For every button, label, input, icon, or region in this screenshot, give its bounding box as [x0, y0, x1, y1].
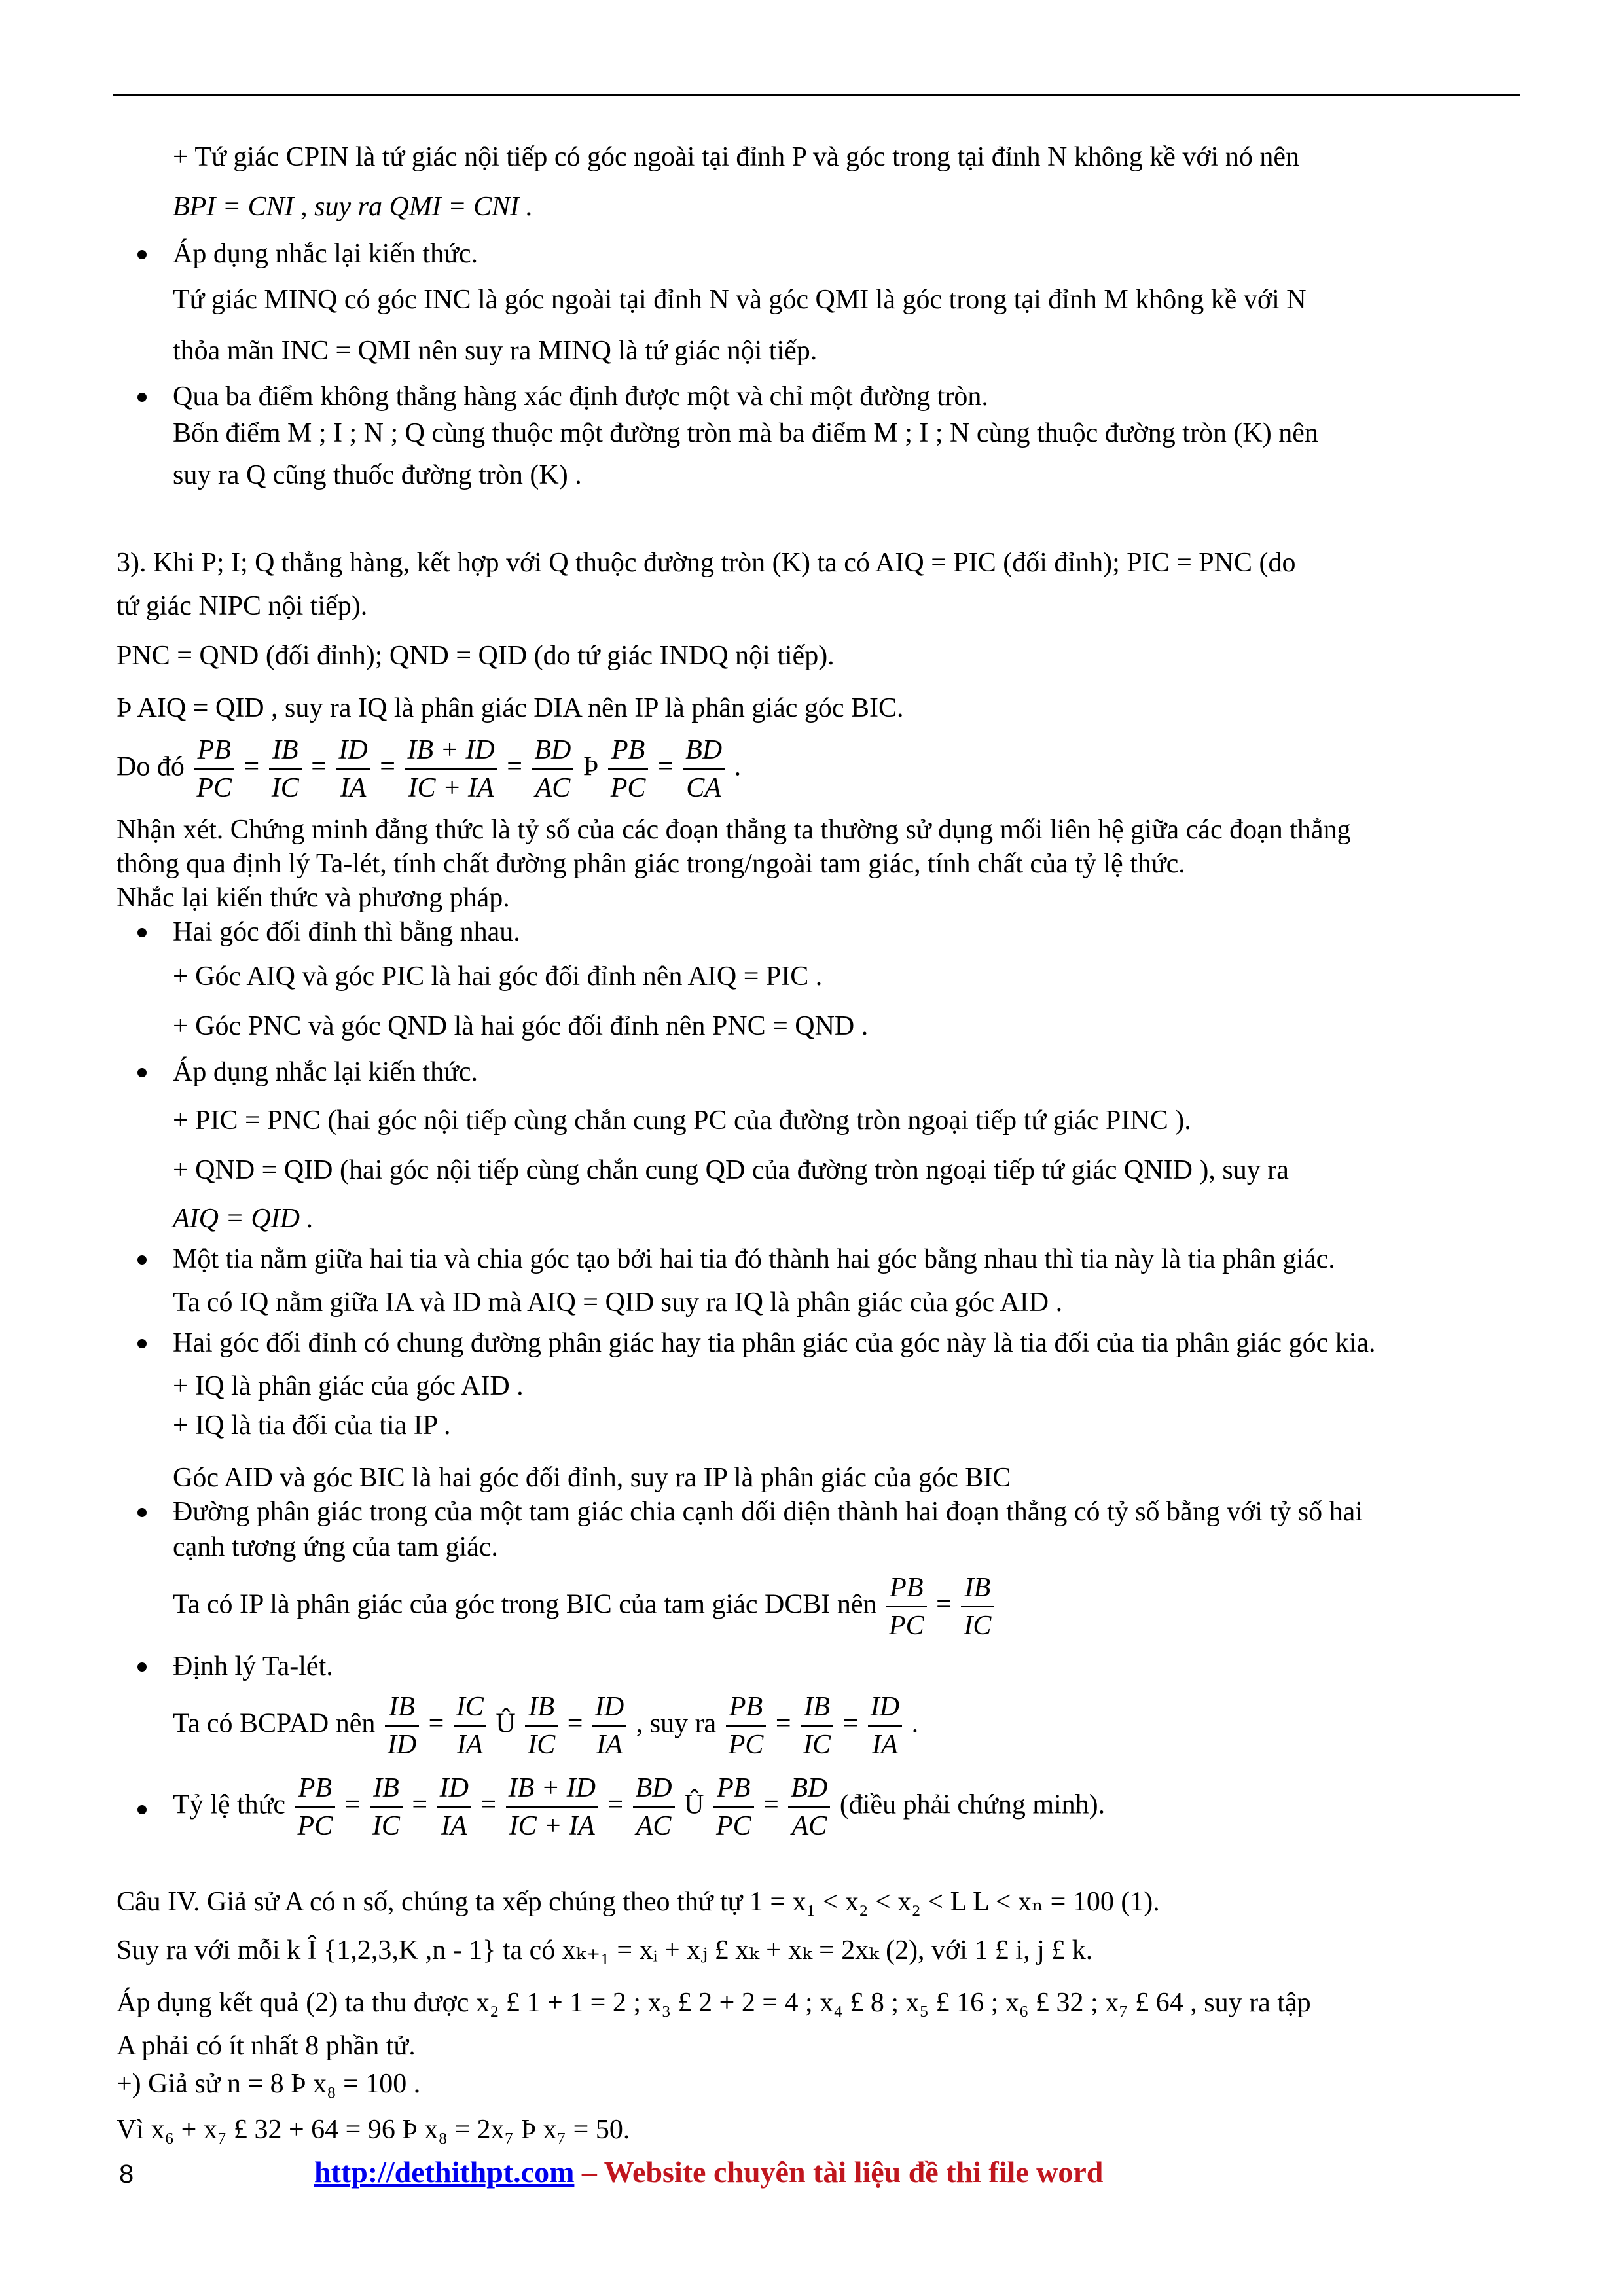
text-line: Vì x₆ + x₇ £ 32 + 64 = 96 Þ x₈ = 2x₇ Þ x₇ = 50.	[117, 2115, 630, 2145]
fraction: $\frac{IC}{IA}$	[454, 1689, 486, 1763]
fraction: $\frac{BD}{AC}$	[532, 732, 573, 806]
text-line: Áp dụng kết quả (2) ta thu được x₂ £ 1 + 1 = 2 ; x₃ £ 2 + 2 = 4 ; x₄ £ 8 ; x₅ £ 16 ; x₆ £ 32 ; x₇ £ 64 , suy ra tập	[117, 1988, 1311, 2018]
equation-line: Ta có BCPAD nên $\frac{IB}{ID}$ = $\frac{IC}{IA}$ Û $\frac{IB}{IC}$ = $\frac{ID}{IA}$ , suy ra $\frac{PB}{PC}$ = $\frac{IB}{IC}$ = $\frac{ID}{IA}$ .	[173, 1689, 918, 1763]
page-number: 8	[119, 2160, 134, 2189]
fraction: $\frac{IB}{IC}$	[961, 1570, 994, 1644]
text-line: + IQ là phân giác của góc AID .	[173, 1371, 524, 1401]
text-line: Đường phân giác trong của một tam giác chia cạnh dối diện thành hai đoạn thẳng có tỷ số bằng với tỷ số hai	[173, 1497, 1363, 1527]
fraction: $\frac{PB}{PC}$	[713, 1770, 754, 1844]
fraction: $\frac{IB}{IC}$	[269, 732, 302, 806]
fraction: $\frac{IB}{ID}$	[385, 1689, 419, 1763]
text-line: AIQ = QID .	[173, 1204, 314, 1234]
text-line: Ta có IQ nằm giữa IA và ID mà AIQ = QID suy ra IQ là phân giác của góc AID .	[173, 1287, 1063, 1318]
bullet-icon	[137, 1662, 147, 1672]
text-line: 3). Khi P; I; Q thẳng hàng, kết hợp với Q thuộc đường tròn (K) ta có AIQ = PIC (đối đỉnh); PIC = PNC (do	[117, 548, 1296, 578]
text-line: Suy ra với mỗi k Î {1,2,3,K ,n - 1} ta có xₖ₊₁ = xᵢ + xⱼ £ xₖ + xₖ = 2xₖ (2), với 1 £ i, j £ k.	[117, 1935, 1093, 1965]
fraction: $\frac{IB + ID}{IC + IA}$	[405, 732, 497, 806]
text-line: Định lý Ta-lét.	[173, 1651, 333, 1681]
text-line: + QND = QID (hai góc nội tiếp cùng chắn cung QD của đường tròn ngoại tiếp tứ giác QNID ), suy ra	[173, 1155, 1289, 1185]
text-line: PNC = QND (đối đỉnh); QND = QID (do tứ giác INDQ nội tiếp).	[117, 641, 835, 671]
text-line: Þ AIQ = QID , suy ra IQ là phân giác DIA nên IP là phân giác góc BIC.	[117, 693, 904, 723]
footer-link[interactable]: http://dethithpt.com	[314, 2155, 575, 2189]
bullet-icon	[137, 1255, 147, 1265]
footer	[314, 2155, 1103, 2189]
footer-tagline: – Website chuyên tài liệu đề thi file word	[574, 2155, 1104, 2189]
fraction: $\frac{ID}{IA}$	[437, 1770, 471, 1844]
text-line: Một tia nằm giữa hai tia và chia góc tạo bởi hai tia đó thành hai góc bằng nhau thì tia này là tia phân giác.	[173, 1244, 1335, 1274]
text-line: Góc AID và góc BIC là hai góc đối đỉnh, suy ra IP là phân giác của góc BIC	[173, 1463, 1011, 1493]
fraction: $\frac{ID}{IA}$	[868, 1689, 902, 1763]
text-line: Nhắc lại kiến thức và phương pháp.	[117, 883, 510, 913]
bullet-icon	[137, 1339, 147, 1348]
text-line: Nhận xét. Chứng minh đẳng thức là tỷ số của các đoạn thẳng ta thường sử dụng mối liên hệ giữa các đoạn thẳng	[117, 815, 1351, 845]
text-line: + IQ là tia đối của tia IP .	[173, 1410, 451, 1441]
fraction: $\frac{ID}{IA}$	[336, 732, 370, 806]
fraction: $\frac{IB + ID}{IC + IA}$	[506, 1770, 598, 1844]
text-line: BPI = CNI , suy ra QMI = CNI .	[173, 192, 533, 222]
text-line: suy ra Q cũng thuốc đường tròn (K) .	[173, 460, 582, 490]
bullet-icon	[137, 1508, 147, 1517]
text-line: Hai góc đối đỉnh có chung đường phân giác hay tia phân giác của góc này là tia đối của tia phân giác góc kia.	[173, 1328, 1376, 1358]
text-line: Áp dụng nhắc lại kiến thức.	[173, 239, 478, 269]
text-line: Tứ giác MINQ có góc INC là góc ngoài tại đỉnh N và góc QMI là góc trong tại đỉnh M không kề với N	[173, 285, 1307, 315]
header-rule	[113, 94, 1520, 96]
text-line: + Tứ giác CPIN là tứ giác nội tiếp có góc ngoài tại đỉnh P và góc trong tại đỉnh N không kề với nó nên	[173, 142, 1299, 172]
bullet-icon	[137, 1805, 147, 1814]
equation-line: Do đó $\frac{PB}{PC}$ = $\frac{IB}{IC}$ = $\frac{ID}{IA}$ = $\frac{IB + ID}{IC + IA}$ = $\frac{BD}{AC}$ Þ $\frac{PB}{PC}$ = $\frac{BD}{CA}$ .	[117, 732, 741, 806]
bullet-icon	[137, 928, 147, 937]
fraction: $\frac{BD}{CA}$	[683, 732, 725, 806]
fraction: $\frac{IB}{IC}$	[801, 1689, 833, 1763]
text-line: Câu IV. Giả sử A có n số, chúng ta xếp chúng theo thứ tự 1 = x₁ < x₂ < x₂ < L L < xₙ = 100 (1).	[117, 1887, 1160, 1917]
text-line: + PIC = PNC (hai góc nội tiếp cùng chắn cung PC của đường tròn ngoại tiếp tứ giác PINC ).	[173, 1105, 1191, 1136]
fraction: $\frac{BD}{AC}$	[633, 1770, 675, 1844]
fraction: $\frac{PB}{PC}$	[608, 732, 649, 806]
text-line: + Góc PNC và góc QND là hai góc đối đỉnh nên PNC = QND .	[173, 1011, 869, 1041]
text-line: Qua ba điểm không thẳng hàng xác định được một và chỉ một đường tròn.	[173, 382, 988, 412]
text-line: thỏa mãn INC = QMI nên suy ra MINQ là tứ giác nội tiếp.	[173, 336, 818, 366]
text-line: +) Giả sử n = 8 Þ x₈ = 100 .	[117, 2069, 421, 2099]
fraction: $\frac{IB}{IC}$	[370, 1770, 403, 1844]
text-line: thông qua định lý Ta-lét, tính chất đường phân giác trong/ngoài tam giác, tính chất của tỷ lệ thức.	[117, 849, 1185, 879]
equation-line: Tỷ lệ thức $\frac{PB}{PC}$ = $\frac{IB}{IC}$ = $\frac{ID}{IA}$ = $\frac{IB + ID}{IC + IA}$ = $\frac{BD}{AC}$ Û $\frac{PB}{PC}$ = $\frac{BD}{AC}$ (điều phải chứng minh).	[173, 1770, 1105, 1844]
bullet-icon	[137, 250, 147, 259]
text-line: cạnh tương ứng của tam giác.	[173, 1532, 498, 1562]
text-line: Áp dụng nhắc lại kiến thức.	[173, 1057, 478, 1087]
fraction: $\frac{IB}{IC}$	[525, 1689, 558, 1763]
text-line: Bốn điểm M ; I ; N ; Q cùng thuộc một đường tròn mà ba điểm M ; I ; N cùng thuộc đường tròn (K) nên	[173, 418, 1318, 448]
text-line: tứ giác NIPC nội tiếp).	[117, 591, 368, 621]
text-line: Hai góc đối đỉnh thì bằng nhau.	[173, 917, 520, 947]
fraction: $\frac{BD}{AC}$	[788, 1770, 830, 1844]
bullet-icon	[137, 1068, 147, 1077]
bullet-icon	[137, 393, 147, 402]
fraction: $\frac{PB}{PC}$	[295, 1770, 336, 1844]
equation-line: Ta có IP là phân giác của góc trong BIC của tam giác DCBI nên $\frac{PB}{PC}$ = $\frac{IB}{IC}$	[173, 1570, 996, 1644]
text-line: + Góc AIQ và góc PIC là hai góc đối đỉnh nên AIQ = PIC .	[173, 961, 823, 992]
fraction: $\frac{PB}{PC}$	[886, 1570, 927, 1644]
fraction: $\frac{PB}{PC}$	[726, 1689, 767, 1763]
text-line: A phải có ít nhất 8 phần tử.	[117, 2031, 416, 2061]
fraction: $\frac{PB}{PC}$	[194, 732, 234, 806]
fraction: $\frac{ID}{IA}$	[592, 1689, 626, 1763]
